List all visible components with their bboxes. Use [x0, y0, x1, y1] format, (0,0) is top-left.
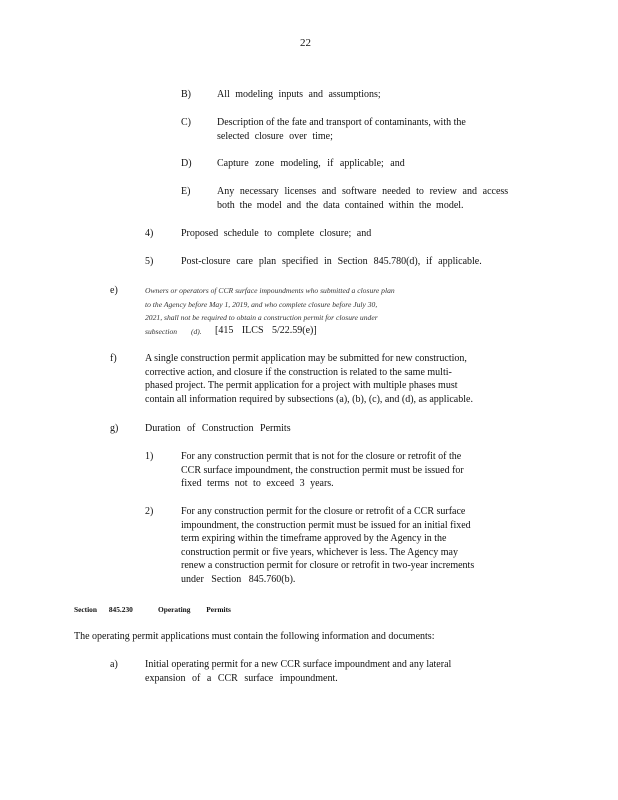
g2-line6: under Section 845.760(b).: [181, 573, 296, 585]
list-text-4: Proposed schedule to complete closure; and: [181, 228, 372, 239]
g1-line1: For any construction permit that is not for the closure or retrofit of the: [181, 451, 462, 462]
item-f-line4: contain all information required by subsections (a), (b), (c), and (d), as applicable.: [145, 393, 473, 405]
section-number: Section 845.230: [74, 605, 133, 614]
list-text-e-line2: both the model and the data contained within the model.: [217, 199, 464, 211]
item-g-heading: Duration of Construction Permits: [145, 423, 291, 434]
g2-line5: renew a construction permit for closure or retrofit in two-year increments: [181, 560, 475, 571]
g2-line3: term expiring within the timeframe approved by the Agency in the: [181, 533, 447, 544]
list-label-e: E): [181, 186, 191, 197]
section-intro: The operating permit applications must contain the following information and documents:: [74, 631, 435, 642]
item-a-line2: expansion of a CCR surface impoundment.: [145, 672, 338, 684]
g2-line2: impoundment, the construction permit must be issued for an initial fixed: [181, 519, 471, 531]
list-label-g: g): [110, 423, 119, 434]
item-e-line3: 2021, shall not be required to obtain a construction permit for closure under: [145, 313, 378, 322]
g1-line2: CCR surface impoundment, the construction permit must be issued for: [181, 464, 464, 476]
g2-line1: For any construction permit for the closure or retrofit of a CCR surface: [181, 506, 466, 517]
list-label-g2: 2): [145, 506, 154, 517]
list-text-e-line1: Any necessary licenses and software needed to review and access: [217, 186, 509, 197]
list-text-5: Post-closure care plan specified in Section 845.780(d), if applicable.: [181, 256, 482, 267]
item-a-line1: Initial operating permit for a new CCR surface impoundment and any lateral: [145, 659, 452, 670]
item-e-line1: Owners or operators of CCR surface impoundments who submitted a closure plan: [145, 286, 395, 295]
list-label-b: B): [181, 89, 191, 100]
list-text-d: Capture zone modeling, if applicable; and: [217, 158, 405, 169]
list-label-g1: 1): [145, 451, 154, 462]
item-f-line2: corrective action, and closure if the construction is related to the same multi-: [145, 366, 452, 378]
list-label-a: a): [110, 659, 118, 670]
item-e-line4: subsection (d).: [145, 326, 202, 336]
list-label-f: f): [110, 353, 117, 364]
list-text-c-line2: selected closure over time;: [217, 130, 333, 142]
g2-line4: construction permit or five years, whichever is less. The Agency may: [181, 546, 458, 558]
g1-line3: fixed terms not to exceed 3 years.: [181, 478, 334, 489]
item-f-line3: phased project. The permit application for a project with multiple phases must: [145, 380, 458, 391]
list-label-4: 4): [145, 228, 154, 239]
list-text-b: All modeling inputs and assumptions;: [217, 89, 381, 100]
section-title: Operating Permits: [158, 605, 231, 614]
list-label-5: 5): [145, 256, 154, 267]
list-label-d: D): [181, 158, 192, 169]
list-text-c-line1: Description of the fate and transport of contaminants, with the: [217, 117, 466, 128]
list-label-e-lower: e): [110, 285, 118, 296]
list-label-c: C): [181, 117, 191, 128]
item-f-line1: A single construction permit application may be submitted for new construction,: [145, 353, 467, 364]
item-e-citation: [415 ILCS 5/22.59(e)]: [215, 324, 317, 336]
page-number: 22: [300, 37, 311, 49]
item-e-line2: to the Agency before May 1, 2019, and who complete closure before July 30,: [145, 299, 378, 309]
